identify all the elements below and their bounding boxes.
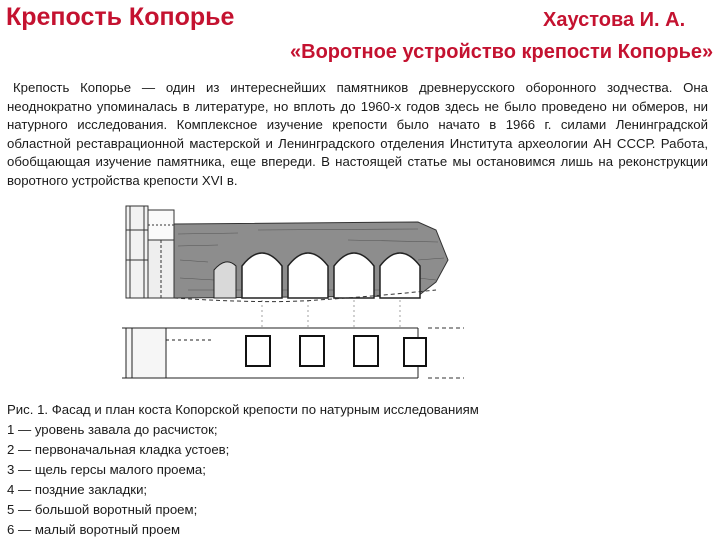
plan-extension [428, 328, 464, 378]
legend-item: 3 — щель герсы малого проема; [7, 462, 206, 477]
author-name: Хаустова И. А. [543, 9, 686, 31]
legend-item: 6 — малый воротный проем [7, 522, 181, 537]
figure-caption [7, 400, 627, 540]
legend-item: 5 — большой воротный проем; [7, 502, 198, 517]
intro-paragraph: Крепость Копорье — один из интереснейших памятников древнерусского оборонного зодчества. Она неоднократно упоминалась в литературе, но вплоть до 1960-х годов здесь не было проведено ни обмеров, ни натурного исследования. Комплексное изучение крепости было начато в 1966 г. силами Ленинградской областной реставрационной мастерской и Ленинградского отделения Института археологии АН СССР. Работа, обобщающая изучение памятника, еще впереди. В настоящей статье мы остановимся лишь на реконструкции воротного устройства крепости XVI в. [7, 80, 708, 188]
bridge-drawing-figure [118, 200, 464, 392]
alignment-lines [262, 300, 400, 328]
legend-item: 2 — первоначальная кладка устоев; [7, 442, 230, 457]
bridge-facade-and-plan-drawing [118, 200, 464, 392]
left-partial-arch [214, 262, 236, 298]
slide-title: Крепость Копорье [6, 3, 235, 31]
tower-section [126, 206, 174, 298]
legend-item: 1 — уровень завала до расчисток; [7, 422, 218, 437]
legend-item: 4 — поздние закладки; [7, 482, 148, 497]
article-title: «Воротное устройство крепости Копорье» [290, 41, 714, 63]
caption-title: Рис. 1. Фасад и план коста Копорской крепости по натурным исследованиям [7, 402, 479, 417]
plan-openings [246, 336, 426, 366]
